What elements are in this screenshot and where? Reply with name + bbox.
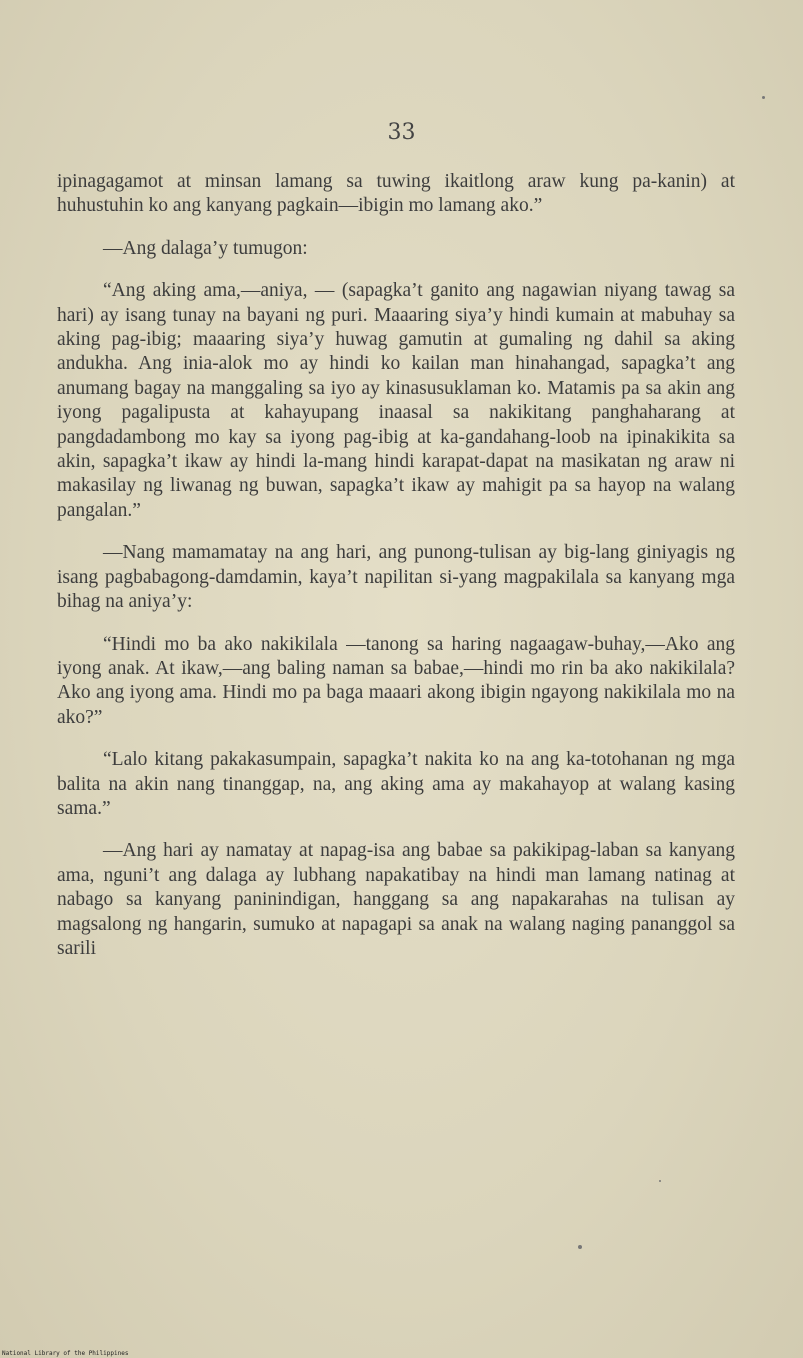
body-text bbox=[57, 170, 735, 979]
paragraph-3: “Ang aking ama,—aniya, — (sapagka’t ganito ang nagawian niyang tawag sa hari) ay isang tunay na bayani ng puri. Maaaring siya’y hindi kumain at mabuhay sa aking pag-ibig; maaaring siya’y huwag gamutin at gumaling ng dahil sa aking andukha. Ang inia-alok mo ay hindi ko kailan man hinahangad, sapagka’t ang anumang bagay na manggaling sa iyo ay kinasusuklaman ko. Matamis pa sa akin ang iyong pagalipusta at kahayupang inaasal sa nakikitang panghaharang at pangdadambong mo kay sa iyong pag-ibig at ka-gandahang-loob na ipinakikita sa akin, sapagka’t ikaw ay hindi la-mang hindi karapat-dapat na masikatan ng araw ni makasilay ng liwanag ng buwan, sapagka’t ikaw ay mahigit pa sa hayop na walang pangalan.” bbox=[57, 280, 735, 521]
paragraph-7: —Ang hari ay namatay at napag-isa ang babae sa pakikipag-laban sa kanyang ama, nguni’t ang dalaga ay lubhang napakatibay na hindi man lamang natinag at nabago sa kanyang paninindigan, hanggang sa ang napakarahas na tulisan ay magsalong ng hangarin, sumuko at napagapi sa anak na walang naging pananggol sa sarili bbox=[57, 840, 735, 959]
paragraph-2: —Ang dalaga’y tumugon: bbox=[103, 237, 308, 259]
ink-speck bbox=[659, 1180, 661, 1182]
paragraph-6: “Lalo kitang pakakasumpain, sapagka’t nakita ko na ang ka-totohanan ng mga balita na akin nang tinanggap, na, ang aking ama ay makahayop at walang kasing sama.” bbox=[57, 749, 735, 819]
paragraph-5: “Hindi mo ba ako nakikilala —tanong sa haring nagaagaw-buhay,—Ako ang iyong anak. At ikaw,—ang baling naman sa babae,—hindi mo rin ba ako nakikilala? Ako ang iyong ama. Hindi mo pa baga maaari akong ibigin ngayong nakikilala mo na ako?” bbox=[57, 633, 735, 728]
library-footer: National Library of the Philippines bbox=[2, 1350, 129, 1357]
ink-speck bbox=[762, 96, 765, 99]
page-number: 33 bbox=[387, 120, 416, 145]
ink-speck bbox=[578, 1245, 582, 1249]
paragraph-4: —Nang mamamatay na ang hari, ang punong-tulisan ay big-lang giniyagis ng isang pagbabagong-damdamin, kaya’t napilitan si-yang magpakilala sa kanyang mga bihag na aniya’y: bbox=[57, 542, 735, 613]
paragraph-1: ipinagagamot at minsan lamang sa tuwing ikaitlong araw kung pa-kanin) at huhustuhin ko ang kanyang pagkain—ibigin mo lamang ako.” bbox=[57, 171, 735, 217]
